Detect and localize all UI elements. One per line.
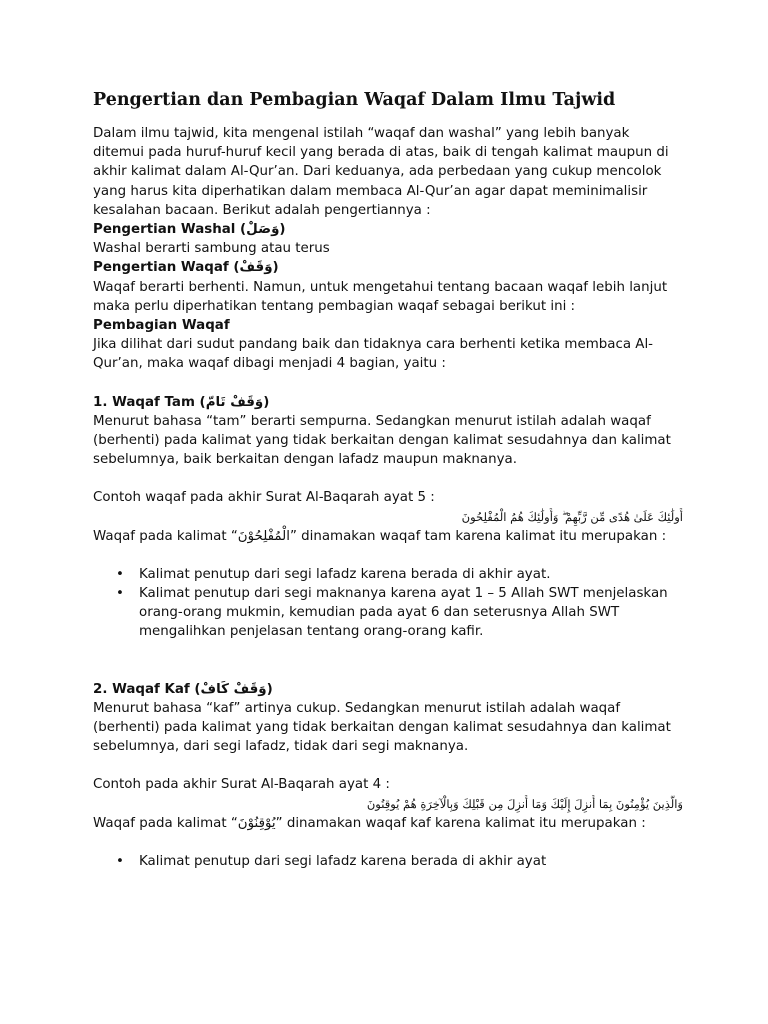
bullet-icon: • [116, 566, 124, 582]
washal-heading: Pengertian Washal (وَصَلْ) [93, 222, 286, 238]
spacer [93, 546, 683, 565]
waqaf-tam-bullet-list [93, 565, 683, 642]
bullet-icon: • [116, 853, 124, 869]
list-item-text: Kalimat penutup dari segi lafadz karena berada di akhir ayat [139, 853, 547, 869]
pembagian-text: Jika dilihat dari sudut pandang baik dan tidaknya cara berhenti ketika membaca Al-Qur’an, maka waqaf dibagi menjadi 4 bagian, yaitu : [93, 337, 654, 372]
waqaf-kaf-arabic-verse: وَالَّذِينَ يُؤْمِنُونَ بِمَا أُنزِلَ إِلَيْكَ وَمَا أُنزِلَ مِن قَبْلِكَ وَبِالْآخِرَةِ هُمْ يُوقِنُونَ [366, 796, 683, 811]
spacer [93, 833, 683, 852]
spacer [93, 469, 683, 488]
pembagian-heading: Pembagian Waqaf [93, 318, 230, 334]
list-item [93, 852, 683, 871]
waqaf-tam-note: Waqaf pada kalimat “الْمُفْلِحُوْنَ” dinamakan waqaf tam karena kalimat itu merupakan : [93, 528, 667, 544]
list-item [93, 584, 683, 642]
waqaf-kaf-bullet-list [93, 852, 683, 871]
spacer [93, 642, 683, 661]
waqaf-kaf-text: Menurut bahasa “kaf” artinya cukup. Sedangkan menurut istilah adalah waqaf (berhenti) pada kalimat yang tidak berkaitan dengan kalimat sesudahnya dan kalimat sebelumnya, dari segi lafadz, tidak dari segi maknanya. [93, 700, 671, 755]
page-title: Pengertian dan Pembagian Waqaf Dalam Ilmu Tajwid [93, 90, 616, 110]
washal-text: Washal berarti sambung atau terus [93, 241, 330, 257]
waqaf-kaf-example-intro: Contoh pada akhir Surat Al-Baqarah ayat 4 : [93, 777, 390, 793]
bullet-icon: • [116, 586, 124, 602]
waqaf-tam-example-intro: Contoh waqaf pada akhir Surat Al-Baqarah ayat 5 : [93, 490, 435, 506]
document-page [93, 88, 683, 871]
spacer [93, 756, 683, 775]
waqaf-kaf-note: Waqaf pada kalimat “يُوْقِنُوْنَ” dinamakan waqaf kaf karena kalimat itu merupakan : [93, 815, 646, 831]
list-item-text: Kalimat penutup dari segi lafadz karena berada di akhir ayat. [139, 566, 551, 582]
waqaf-tam-arabic-verse: أُولَٰئِكَ عَلَىٰ هُدًى مِّن رَّبِّهِمْ ۖ وَأُولَٰئِكَ هُمُ الْمُفْلِحُونَ [461, 509, 683, 524]
list-item-text: Kalimat penutup dari segi maknanya karena ayat 1 – 5 Allah SWT menjelaskan orang-orang mukmin, kemudian pada ayat 6 dan seterusnya Allah SWT mengalihkan penjelasan tentang orang-orang kafir. [139, 586, 668, 640]
waqaf-tam-text: Menurut bahasa “tam” berarti sempurna. Sedangkan menurut istilah adalah waqaf (berhenti) pada kalimat yang tidak berkaitan dengan kalimat sesudahnya dan kalimat sebelumnya, baik berkaitan dengan lafadz maupun maknanya. [93, 413, 671, 468]
intro-paragraph: Dalam ilmu tajwid, kita mengenal istilah “waqaf dan washal” yang lebih banyak ditemui pada huruf-huruf kecil yang berada di atas, baik di tengah kalimat maupun di akhir kalimat dalam Al-Qur’an. Dari keduanya, ada perbedaan yang cukup mencolok yang harus kita diperhatikan dalam membaca Al-Qur’an agar dapat meminimalisir kesalahan bacaan. Berikut adalah pengertiannya : [93, 126, 669, 218]
list-item [93, 565, 683, 584]
waqaf-kaf-heading: 2. Waqaf Kaf (وَقَفْ كَافْ) [93, 681, 273, 697]
waqaf-text: Waqaf berarti berhenti. Namun, untuk mengetahui tentang bacaan waqaf lebih lanjut maka perlu diperhatikan tentang pembagian waqaf sebagai berikut ini : [93, 279, 668, 314]
spacer [93, 374, 683, 393]
waqaf-heading: Pengertian Waqaf (وَقَفْ) [93, 260, 279, 276]
waqaf-tam-heading: 1. Waqaf Tam (وَقَفْ تَامّ) [93, 394, 270, 410]
spacer [93, 661, 683, 680]
